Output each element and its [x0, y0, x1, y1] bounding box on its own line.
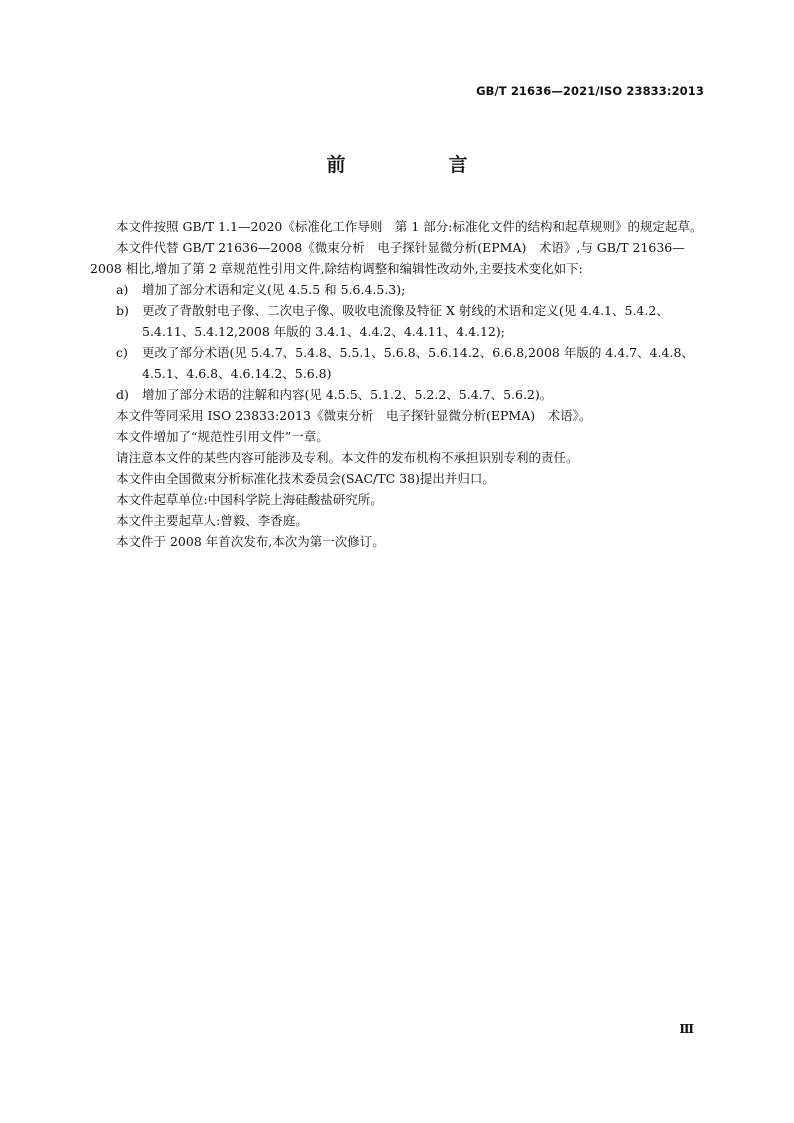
change-item-a — [90, 279, 704, 300]
list-marker: c) — [116, 345, 128, 360]
paragraph-committee: 本文件由全国微束分析标准化技术委员会(SAC/TC 38)提出并归口。 — [116, 471, 495, 486]
change-item-c — [90, 342, 704, 384]
change-item-d — [90, 384, 704, 405]
list-marker: a) — [116, 282, 129, 297]
paragraph-drafters: 本文件主要起草人:曾毅、李香庭。 — [116, 513, 308, 528]
change-item-b — [90, 300, 704, 342]
foreword-body — [90, 216, 704, 552]
list-item-text: 更改了背散射电子像、二次电子像、吸收电流像及特征 X 射线的术语和定义(见 4.4.1、5.4.2、5.4.11、5.4.12,2008 年版的 3.4.1、4.4.2、4.4.11、4.4.12); — [142, 303, 669, 339]
paragraph-replacement: 本文件代替 GB/T 21636—2008《微束分析 电子探针显微分析(EPMA) 术语》,与 GB/T 21636—2008 相比,增加了第 2 章规范性引用文件,除结构调整和编辑性改动外,主要技术变化如下: — [90, 240, 685, 276]
list-marker: d) — [116, 387, 129, 402]
list-marker: b) — [116, 303, 129, 318]
list-item-text: 增加了部分术语的注解和内容(见 4.5.5、5.1.2、5.2.2、5.4.7、5.6.2)。 — [142, 387, 553, 402]
list-item-text: 增加了部分术语和定义(见 4.5.5 和 5.6.4.5.3); — [142, 282, 406, 297]
paragraph-drafting-unit: 本文件起草单位:中国科学院上海硅酸盐研究所。 — [116, 492, 383, 507]
paragraph-patent-notice: 请注意本文件的某些内容可能涉及专利。本文件的发布机构不承担识别专利的责任。 — [116, 450, 579, 465]
paragraph-added-chapter: 本文件增加了“规范性引用文件”一章。 — [116, 429, 329, 444]
page-number: Ⅲ — [679, 1022, 694, 1036]
standard-code: GB/T 21636—2021/ISO 23833:2013 — [476, 84, 704, 98]
paragraph-drafting-rules: 本文件按照 GB/T 1.1—2020《标准化工作导则 第 1 部分:标准化文件的结构和起草规则》的规定起草。 — [116, 219, 703, 234]
page-title: 前 言 — [326, 154, 510, 176]
list-item-text: 更改了部分术语(见 5.4.7、5.4.8、5.5.1、5.6.8、5.6.14.2、6.6.8,2008 年版的 4.4.7、4.4.8、4.5.1、4.6.8、4.6.14.2、5.6.8) — [142, 345, 694, 381]
paragraph-publication-history: 本文件于 2008 年首次发布,本次为第一次修订。 — [116, 534, 385, 549]
paragraph-iso-adoption: 本文件等同采用 ISO 23833:2013《微束分析 电子探针显微分析(EPMA) 术语》。 — [116, 408, 592, 423]
